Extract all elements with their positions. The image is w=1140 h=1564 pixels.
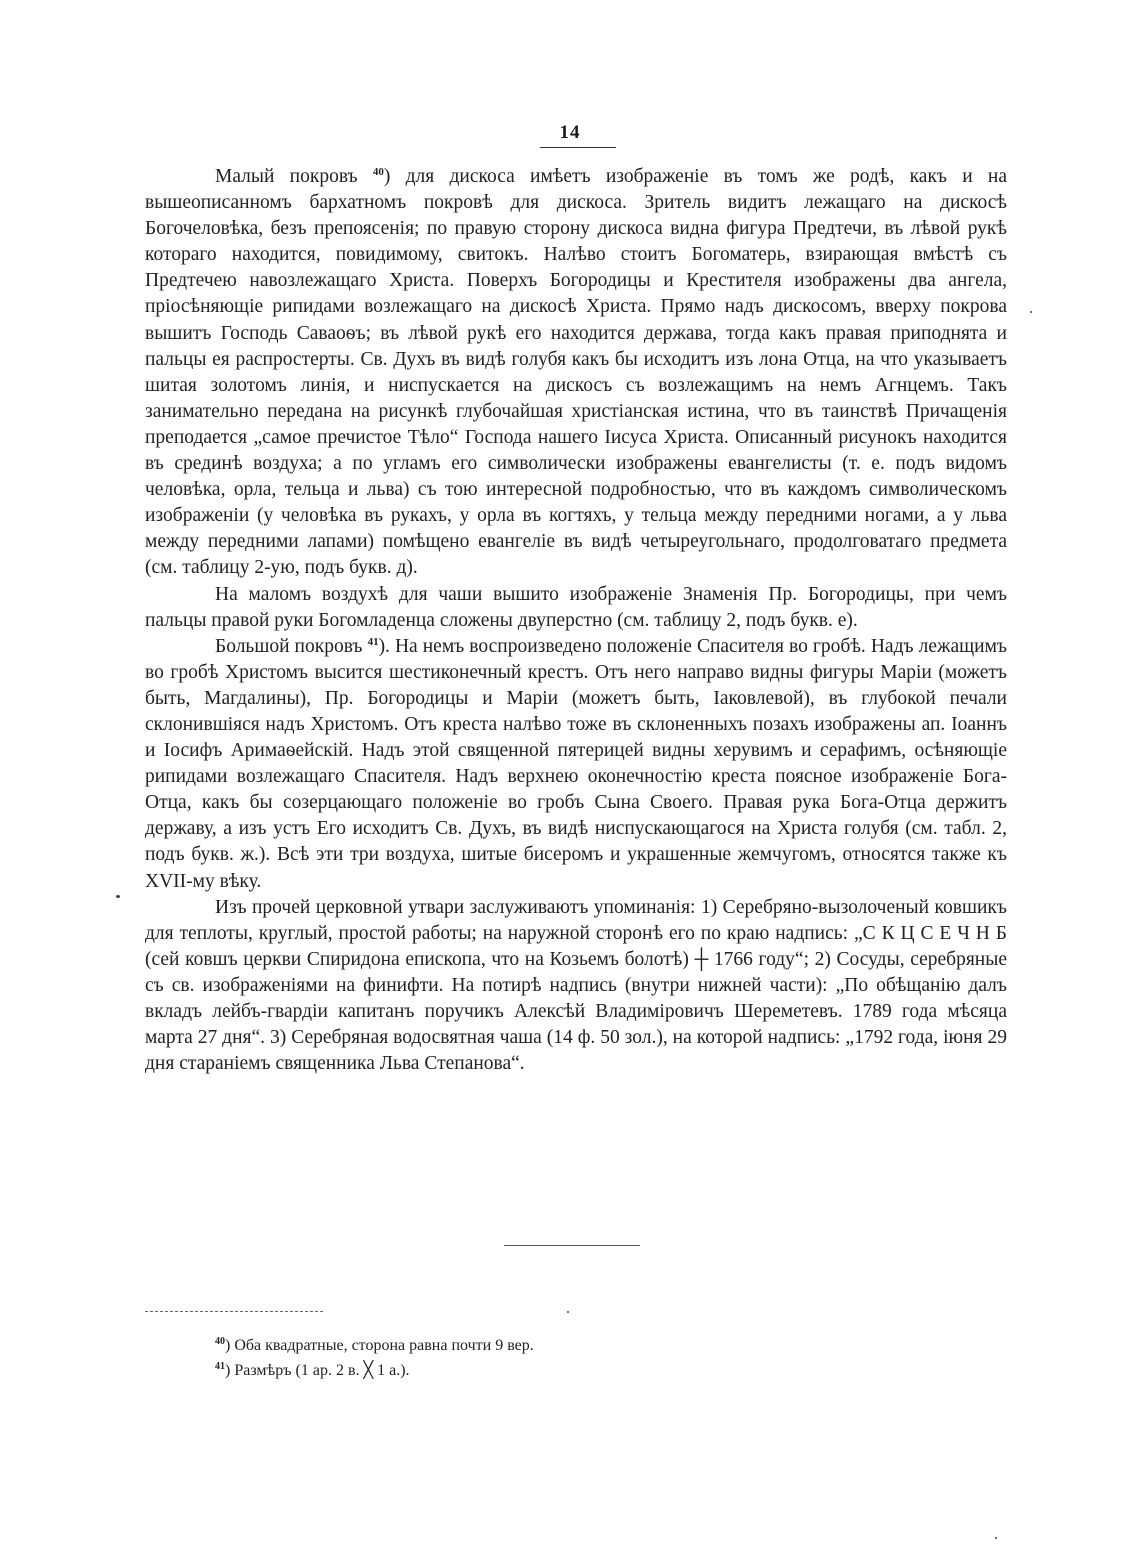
paragraph-chalice-veil <box>145 582 1007 634</box>
footnote-ref-41: 41 <box>367 635 379 648</box>
footnote-mark: 40 <box>215 1336 225 1347</box>
footnote-text: ) Оба квадратные, сторона равна почти 9 вер. <box>225 1337 534 1354</box>
footnote-ref-40: 40 <box>372 166 384 178</box>
section-end-rule <box>504 1245 640 1246</box>
scan-speck <box>116 895 120 898</box>
scan-speck <box>995 1537 997 1539</box>
footnote-text: ) Размѣръ (1 ар. 2 в. ╳ 1 а.). <box>225 1362 410 1379</box>
paragraph-large-cover <box>145 634 1007 895</box>
paragraph-small-cover <box>145 164 1007 582</box>
page-number-underline <box>540 147 616 148</box>
paragraph-text: Изъ прочей церковной утвари заслуживаютъ упоминанія: 1) Серебряно-вызолоченый ковшикъ для теплоты, круглый, простой работы; на наружной сторонѣ его по краю надпись: „С К Ц С Е Ч Н Б (сей ковшъ церкви Спиридона епископа, что на Козьемъ болотѣ) ┼ 1766 году“; 2) Сосуды, серебряные съ св. изображеніями на финифти. На потирѣ надпись (внутри нижней части): „По обѣщанію далъ вкладъ лейбъ-гвардіи капитанъ поручикъ Алексѣй Владиміровичъ Шереметевъ. 1789 года мѣсяца марта 27 дня“. 3) Серебряная водосвятная чаша (14 ф. 50 зол.), на которой надпись: „1792 года, іюня 29 дня стараніемъ священника Льва Степанова“. <box>145 896 1007 1075</box>
paragraph-text: Большой покровъ <box>215 635 368 657</box>
page-number: 14 <box>559 122 581 143</box>
paragraph-text: ). На немъ воспроизведено положеніе Спасителя во гробѣ. Надъ лежащимъ во гробѣ Христомъ высится шестиконечный крестъ. Отъ него направо видны фигуры Маріи (можетъ быть, Магдалины), Пр. Богородицы и Маріи (можетъ быть, Іаковлевой), въ глубокой печали склонившіяся надъ Христомъ. Отъ креста налѣво тоже въ склоненныхъ позахъ изображены ап. Іоаннъ и Іосифъ Аримаѳейскій. Надъ этой священной пятерицей видны херувимъ и серафимъ, осѣняющіе рипидами возлежащаго Спасителя. Надъ верхнею оконечностію креста поясное изображеніе Бога-Отца, какъ бы созерцающаго положеніе во гробъ Сына Своего. Правая рука Бога-Отца держитъ державу, а изъ устъ Его исходитъ Св. Духъ, въ видѣ ниспускающагося на Христа голубя (см. табл. 2, подъ букв. ж.). Всѣ эти три воздуха, шитые бисеромъ и украшенные жемчугомъ, относятся также къ XVII-му вѣку. <box>145 635 1007 892</box>
scan-speck <box>567 1311 569 1313</box>
paragraph-text: На маломъ воздухѣ для чаши вышито изображеніе Знаменія Пр. Богородицы, при чемъ пальцы правой руки Богомладенца сложены двуперстно (см. таблицу 2, подъ букв. е). <box>145 583 1007 631</box>
footnote-mark: 41 <box>215 1361 225 1372</box>
footnote-separator <box>145 1311 323 1312</box>
footnotes <box>215 1333 915 1383</box>
body-text <box>145 164 1007 1077</box>
paragraph-text: Малый покровъ <box>215 166 373 187</box>
paragraph-text: ) для дискоса имѣетъ изображеніе въ томъ же родѣ, какъ и на вышеописанномъ бархатномъ покровѣ для дискоса. Зритель видитъ лежащаго на дискосѣ Богочеловѣка, безъ препоясенія; по правую сторону дискоса видна фигура Предтечи, въ лѣвой рукѣ котораго находится, повидимому, свитокъ. Налѣво стоитъ Богоматерь, взирающая вмѣстѣ съ Предтечею навозлежащаго Христа. Поверхъ Богородицы и Крестителя изображены два ангела, пріосѣняющіе рипидами возлежащаго на дискосѣ Христа. Прямо надъ дискосомъ, вверху покрова вышитъ Господь Саваоѳъ; въ лѣвой рукѣ его находится держава, тогда какъ правая приподнята и пальцы ея распростерты. Св. Духъ въ видѣ голубя какъ бы исходитъ изъ лона Отца, на что указываетъ шитая золотомъ линія, и ниспускается на дискосъ съ возлежащимъ на немъ Агнцемъ. Такъ занимательно передана на рисункѣ глубочайшая христіанская истина, что въ таинствѣ Причащенія преподается „самое пречистое Тѣло“ Господа нашего Іисуса Христа. Описанный рисунокъ находится въ срединѣ воздуха; а по угламъ его символически изображены евангелисты (т. е. подъ видомъ человѣка, орла, тельца и льва) съ тою интересной подробностью, что въ каждомъ символическомъ изображеніи (у человѣка въ рукахъ, у орла въ когтяхъ, у тельца между передними ногами, а у льва между передними лапами) помѣщено евангеліе въ видѣ четыреугольнаго, продолговатаго предмета (см. таблицу 2-ую, подъ букв. д). <box>145 166 1008 579</box>
scan-speck <box>1030 311 1032 313</box>
paragraph-church-utensils <box>145 895 1007 1078</box>
footnote-41 <box>215 1358 915 1383</box>
footnote-40 <box>215 1333 915 1358</box>
